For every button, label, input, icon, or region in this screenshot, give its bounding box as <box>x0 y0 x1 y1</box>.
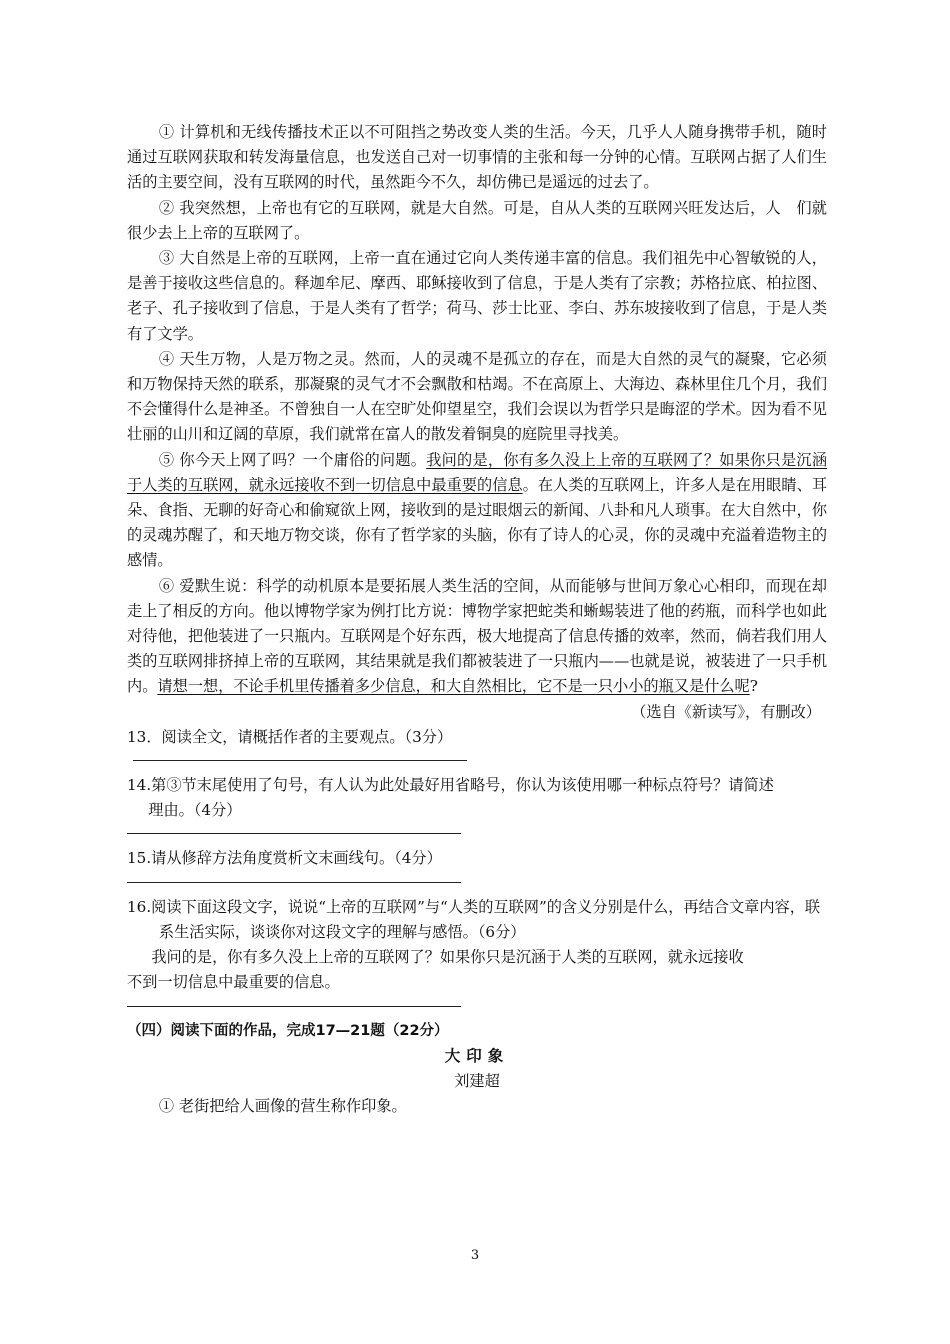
question-15: 15.请从修辞方法角度赏析文末画线句。（4分） <box>127 849 442 868</box>
paragraph-5-text-b: 。在人类的互联网上，许多人是在用眼睛、耳朵、食指、无聊的好奇心和偷窥欲上网，接收到的是过眼烟云的新闻、八卦和凡人琐事。在大自然中，你的灵魂苏醒了，和天地万物交谈，你有了哲学家的头脑，你有了诗人的心灵，你的灵魂中充溢着造物主的感情。 <box>127 475 828 570</box>
page-number: 3 <box>470 1248 480 1263</box>
answer-line-15[interactable] <box>127 882 461 883</box>
question-13: 13．阅读全文，请概括作者的主要观点。（3分） <box>127 727 453 746</box>
question-16-quote-line-1: 我问的是，你有多久没上上帝的互联网了？如果你只是沉涵于人类的互联网，就永远接收 <box>151 948 744 967</box>
article-paragraph-4: ④ 天生万物，人是万物之灵。然而，人的灵魂不是孤立的存在，而是大自然的灵气的凝聚，它必须和万物保持天然的联系，那凝聚的灵气才不会飘散和枯竭。不在高原上、大海边、森林里住几个月，我们不会懂得什么是神圣。不曾独自一人在空旷处仰望星空，我们会误以为哲学只是晦涩的学术。因为看不见壮丽的山川和辽阔的草原，我们就常在富人的散发着铜臭的庭院里寻找美。 <box>127 349 827 444</box>
story-paragraph-1: ① 老街把给人画像的营生称作印象。 <box>158 1097 407 1116</box>
article-paragraph-3: ③ 大自然是上帝的互联网，上帝一直在通过它向人类传递丰富的信息。我们祖先中心智敏锐的人，是善于接收这些信息的。释迦牟尼、摩西、耶稣接收到了信息，于是人类有了宗教；苏格拉底、柏拉图、老子、孔子接收到了信息，于是人类有了哲学；荷马、莎士比亚、李白、苏东坡接收到了信息，于是人类有了文学。 <box>127 249 827 343</box>
section-4-heading: （四）阅读下面的作品，完成17—21题（22分） <box>127 1022 449 1039</box>
answer-line-16[interactable] <box>127 1006 461 1007</box>
article-paragraph-6 <box>127 574 827 700</box>
answer-line-13[interactable] <box>133 760 467 761</box>
article-paragraph-2: ② 我突然想，上帝也有它的互联网，就是大自然。可是，自从人类的互联网兴旺发达后，人 们就很少去上上帝的互联网了。 <box>127 198 827 242</box>
paragraph-6-underlined-text: 请想一想，不论手机里传播着多少信息，和大自然相比，它不是一只小小的瓶又是什么呢 <box>157 677 750 696</box>
article-paragraph-1: ① 计算机和无线传播技术正以不可阻挡之势改变人类的生活。今天，几乎人人随身携带手机，随时通过互联网获取和转发海量信息，也发送自己对一切事情的主张和每一分钟的心情。互联网占据了人们生活的主要空间，没有互联网的时代，虽然距今不久，却仿佛已是遥远的过去了。 <box>127 123 827 192</box>
paragraph-5-text-a: ⑤ 你今天上网了吗？一个庸俗的问题。 <box>158 450 427 469</box>
page-content <box>127 120 827 1119</box>
story-title: 大印象 <box>444 1046 510 1065</box>
paragraph-6-text-b: ? <box>749 677 758 696</box>
story-author: 刘建超 <box>454 1071 500 1090</box>
question-14: 14.第③节末尾使用了句号，有人认为此处最好用省略号，你认为该使用哪一种标点符号？请简述 <box>127 776 774 795</box>
question-16-quote-line-2: 不到一切信息中最重要的信息。 <box>127 973 340 992</box>
article-source: （选自《新读写》，有删改） <box>631 702 821 721</box>
paragraph-5-underlined-text: 我问的是，你有多久没上上帝的互联网了？如果你只是沉涵于人类的互联网，就永远接收不到一切信息中最重要的信息 <box>127 450 828 494</box>
question-14-continued: 理由。（4分） <box>148 801 242 820</box>
answer-line-14[interactable] <box>127 833 461 834</box>
paragraph-6-text-a: ⑥ 爱默生说：科学的动机原本是要拓展人类生活的空间，从而能够与世间万象心心相印，而现在却走上了相反的方向。他以博物学家为例打比方说：博物学家把蛇类和蜥蜴装进了他的药瓶，而科学也如此对待他，把他装进了一只瓶内。互联网是个好东西，极大地提高了信息传播的效率，然而，倘若我们用人类的互联网排挤掉上帝的互联网，其结果就是我们都被装进了一只瓶内——也就是说，被装进了一只手机内。 <box>127 576 827 696</box>
question-16: 16.阅读下面这段文字，说说“上帝的互联网”与“人类的互联网”的含义分别是什么，再结合文章内容，联系生活实际，谈谈你对这段文字的理解与感悟。（6分） <box>127 897 821 941</box>
article-paragraph-5 <box>127 448 827 574</box>
